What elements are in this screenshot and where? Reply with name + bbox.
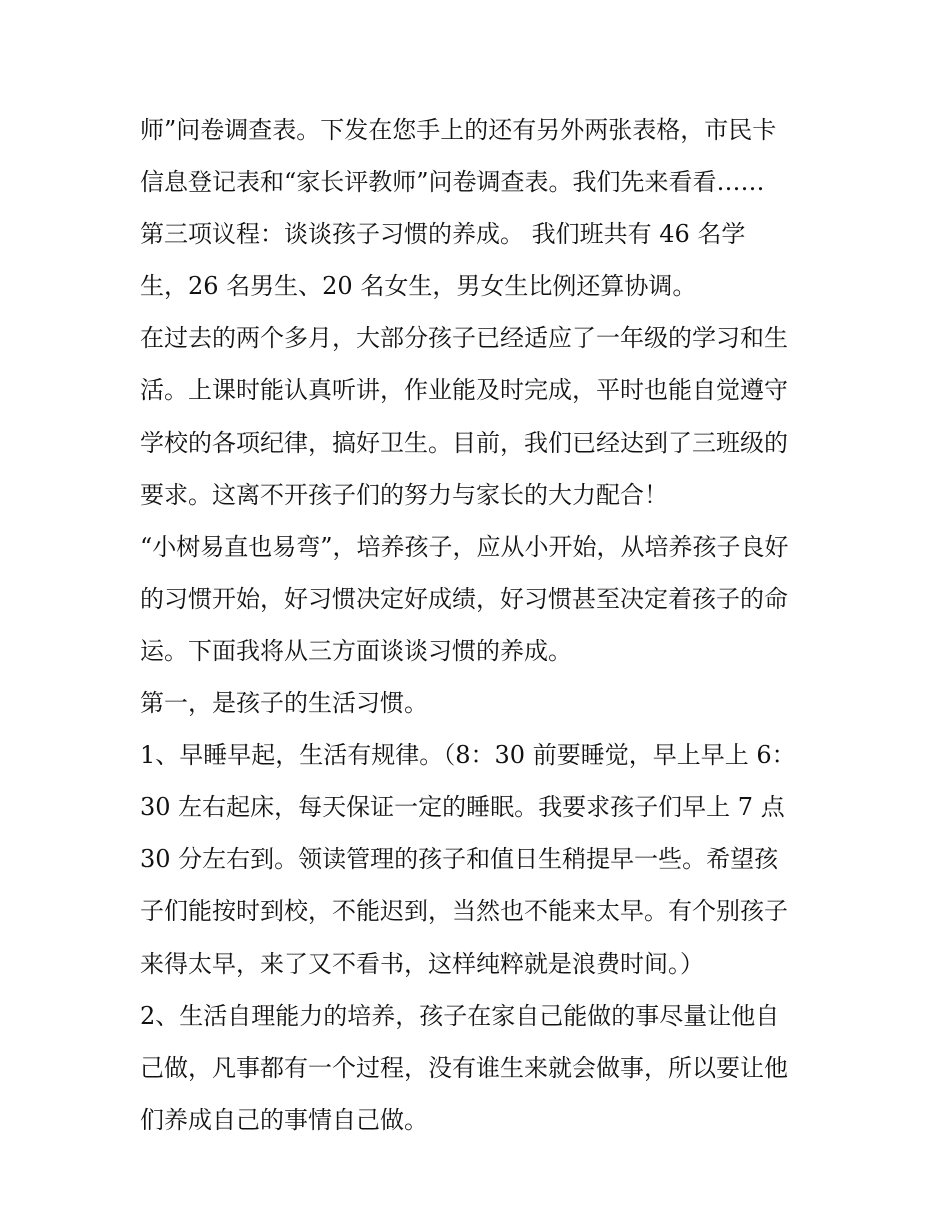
- text-line: 信息登记表和“家长评教师”问卷调查表。我们先来看看……: [140, 168, 765, 197]
- text-line: 1、早睡早起，生活有规律。（8：30 前要睡觉，早上早上 6：: [140, 741, 796, 770]
- text-line: 30 分左右到。领读管理的孩子和值日生稍提早一些。希望孩: [140, 845, 779, 874]
- text-line: 们养成自己的事情自己做。: [140, 1105, 428, 1134]
- text-line: 活。上课时能认真听讲，作业能及时完成，平时也能自觉遵守: [140, 376, 788, 405]
- text-line: 的习惯开始，好习惯决定好成绩，好习惯甚至决定着孩子的命: [140, 584, 788, 613]
- text-line: 30 左右起床，每天保证一定的睡眠。我要求孩子们早上 7 点: [140, 793, 785, 822]
- text-line: 来得太早，来了又不看书，这样纯粹就是浪费时间。）: [140, 949, 704, 978]
- text-line: 学校的各项纪律，搞好卫生。目前，我们已经达到了三班级的: [140, 428, 788, 457]
- text-line: 己做，凡事都有一个过程，没有谁生来就会做事，所以要让他: [140, 1053, 788, 1082]
- text-line: 子们能按时到校，不能迟到，当然也不能来太早。有个别孩子: [140, 897, 788, 926]
- text-line: 第三项议程：谈谈孩子习惯的养成。 我们班共有 46 名学: [140, 220, 746, 249]
- text-line: 2、生活自理能力的培养，孩子在家自己能做的事尽量让他自: [140, 1001, 780, 1030]
- text-line: 师”问卷调查表。下发在您手上的还有另外两张表格，市民卡: [140, 116, 777, 144]
- text-line: 第一，是孩子的生活习惯。: [140, 689, 428, 718]
- text-line: 要求。这离不开孩子们的努力与家长的大力配合！: [140, 480, 668, 509]
- text-line: 生，26 名男生、20 名女生，男女生比例还算协调。: [140, 272, 697, 301]
- document-body: [140, 104, 830, 1146]
- text-line: “小树易直也易弯”，培养孩子，应从小开始，从培养孩子良好: [140, 532, 789, 561]
- text-line: 在过去的两个多月，大部分孩子已经适应了一年级的学习和生: [140, 324, 788, 353]
- text-line: 运。下面我将从三方面谈谈习惯的养成。: [140, 636, 572, 665]
